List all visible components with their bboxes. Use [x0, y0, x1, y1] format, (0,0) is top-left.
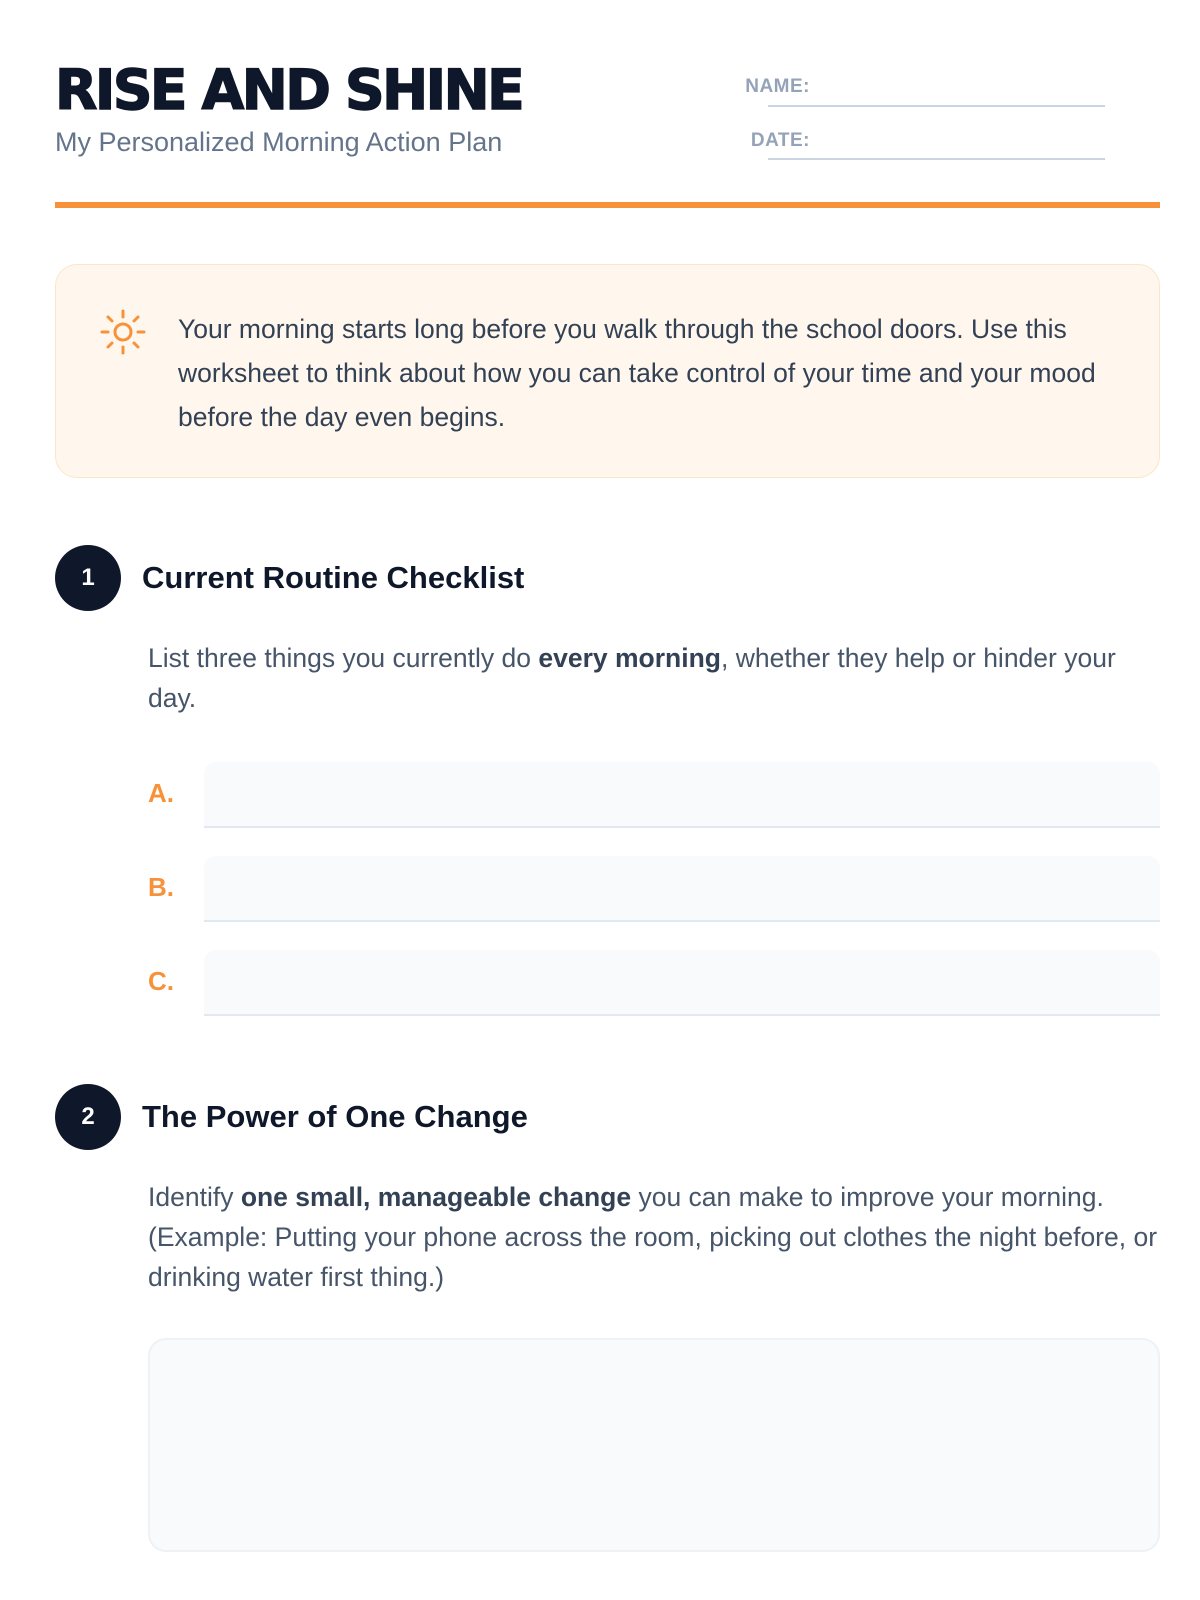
- description-text: you can make to improve your morning. (Example: Putting your phone across the room, picking out clothes the night before, or drinking water first thing.): [148, 1182, 1158, 1292]
- sun-icon: [98, 307, 148, 357]
- section-title: Current Routine Checklist: [142, 560, 525, 595]
- change-answer-area[interactable]: [148, 1338, 1160, 1552]
- description-text: Identify: [148, 1182, 241, 1212]
- answer-field-b[interactable]: [204, 856, 1160, 922]
- description-emphasis: every morning: [538, 643, 721, 673]
- answer-field-c[interactable]: [204, 950, 1160, 1016]
- date-label: DATE:: [750, 130, 810, 151]
- date-field[interactable]: [768, 158, 1105, 160]
- header-divider: [55, 202, 1160, 208]
- section-title: The Power of One Change: [142, 1099, 528, 1134]
- page-subtitle: My Personalized Morning Action Plan: [55, 127, 503, 157]
- page-title: RISE AND SHINE: [55, 58, 523, 122]
- answer-letter: A.: [148, 778, 174, 808]
- section-number-badge: 2: [55, 1084, 121, 1150]
- section-description: [148, 1177, 1158, 1297]
- answer-field-a[interactable]: [204, 762, 1160, 828]
- description-text: List three things you currently do: [148, 643, 539, 673]
- section-description: [148, 638, 1158, 718]
- worksheet-header: [55, 58, 1160, 208]
- description-emphasis: one small, manageable change: [240, 1182, 632, 1212]
- description-text: , whether they help or hinder your day.: [148, 643, 1116, 713]
- answer-letter: C.: [148, 966, 174, 996]
- section-number-badge: 1: [55, 545, 121, 611]
- intro-text: Your morning starts long before you walk through the school doors. Use this worksheet to think about how you can take control of your time and your mood before the day even begins.: [178, 314, 1096, 432]
- answer-letter: B.: [148, 872, 174, 902]
- name-label: NAME:: [745, 76, 810, 97]
- intro-callout: [55, 264, 1160, 478]
- name-field[interactable]: [768, 105, 1105, 107]
